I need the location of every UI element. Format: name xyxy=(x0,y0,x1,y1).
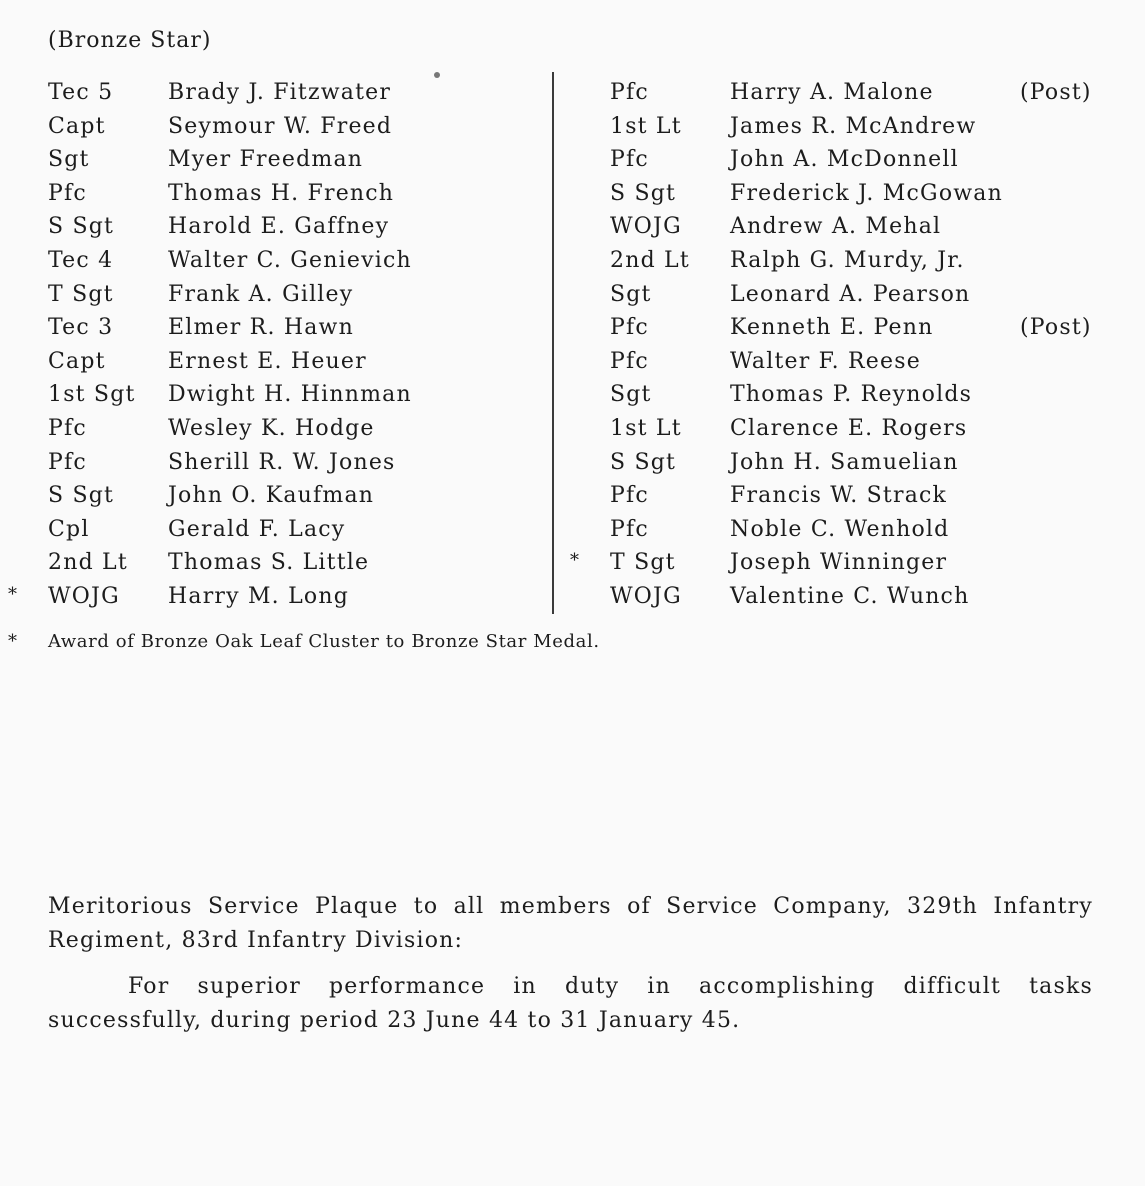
footnote xyxy=(8,631,600,652)
rank-label: Pfc xyxy=(610,516,649,542)
recipient-name: James R. McAndrew xyxy=(730,113,977,139)
recipient-name: Frederick J. McGowan xyxy=(730,180,1003,206)
recipient-name: Joseph Winninger xyxy=(730,550,948,576)
recipient-name: Walter F. Reese xyxy=(730,348,921,374)
recipient-name: Ralph G. Murdy, Jr. xyxy=(730,247,965,273)
rank-label: S Sgt xyxy=(610,180,677,206)
recipient-name: Valentine C. Wunch xyxy=(730,583,970,609)
recipient-name: Harold E. Gaffney xyxy=(168,214,390,240)
roster-entry xyxy=(48,181,548,215)
footnote-text: Award of Bronze Oak Leaf Cluster to Bronze Star Medal. xyxy=(48,631,600,652)
roster-entry xyxy=(610,483,1110,517)
roster-entry xyxy=(48,114,548,148)
rank-label: Sgt xyxy=(610,281,652,307)
roster-entry xyxy=(48,147,548,181)
rank-label: Pfc xyxy=(48,449,87,475)
rank-label: Pfc xyxy=(610,147,649,173)
posthumous-note: (Post) xyxy=(1020,80,1092,105)
recipient-name: Harry A. Malone xyxy=(730,80,934,105)
roster-entry xyxy=(48,550,548,584)
rank-label: S Sgt xyxy=(48,483,115,509)
recipient-name: Thomas S. Little xyxy=(168,550,370,576)
roster-entry xyxy=(570,550,1110,584)
recipient-name: Andrew A. Mehal xyxy=(730,214,942,240)
rank-label: Pfc xyxy=(610,483,649,509)
recipient-name: Wesley K. Hodge xyxy=(168,415,375,441)
roster-entry xyxy=(610,80,1110,114)
roster-entry xyxy=(610,248,1110,282)
rank-label: S Sgt xyxy=(610,449,677,475)
roster-entry xyxy=(610,382,1110,416)
plaque-citation: For superior performance in duty in accomplishing difficult tasks successfully, during period 23 June 44 to 31 January 45. xyxy=(48,974,1093,1033)
roster-entry xyxy=(48,450,548,484)
recipient-name: Ernest E. Heuer xyxy=(168,348,367,374)
rank-label: Pfc xyxy=(610,348,649,374)
rank-label: Cpl xyxy=(48,516,90,542)
roster-entry xyxy=(8,583,548,618)
rank-label: 2nd Lt xyxy=(610,247,690,273)
roster-entry xyxy=(610,416,1110,450)
roster-entry xyxy=(48,517,548,551)
roster-entry xyxy=(610,214,1110,248)
recipient-name: John O. Kaufman xyxy=(168,483,375,509)
recipient-name: Dwight H. Hinnman xyxy=(168,382,412,408)
roster-entry xyxy=(48,349,548,383)
recipient-name: Gerald F. Lacy xyxy=(168,516,346,542)
footnote-marker: * xyxy=(8,631,18,652)
recipient-name: Noble C. Wenhold xyxy=(730,516,950,542)
roster-entry xyxy=(610,181,1110,215)
rank-label: Sgt xyxy=(610,382,652,408)
rank-label: 2nd Lt xyxy=(48,550,128,576)
cluster-marker: * xyxy=(570,550,581,572)
rank-label: Pfc xyxy=(48,180,87,206)
roster-entry xyxy=(610,114,1110,148)
rank-label: Pfc xyxy=(610,315,649,341)
rank-label: Capt xyxy=(48,113,106,139)
roster-entry xyxy=(48,214,548,248)
cluster-marker: * xyxy=(8,583,19,605)
roster-entry xyxy=(610,315,1110,349)
recipient-name: Francis W. Strack xyxy=(730,483,948,509)
rank-label: S Sgt xyxy=(48,214,115,240)
rank-label: 1st Sgt xyxy=(48,382,136,408)
recipient-name: Harry M. Long xyxy=(168,583,349,609)
roster-left-column xyxy=(8,80,548,618)
rank-label: WOJG xyxy=(610,214,682,240)
recipient-name: Thomas P. Reynolds xyxy=(730,382,973,408)
recipient-name: Brady J. Fitzwater xyxy=(168,80,392,105)
roster-entry xyxy=(48,416,548,450)
rank-label: WOJG xyxy=(610,583,682,609)
roster-entry xyxy=(48,483,548,517)
rank-label: Pfc xyxy=(610,80,649,105)
recipient-name: Kenneth E. Penn xyxy=(730,315,934,341)
roster-entry xyxy=(48,315,548,349)
recipient-name: John H. Samuelian xyxy=(730,449,959,475)
rank-label: Capt xyxy=(48,348,106,374)
roster-entry xyxy=(610,517,1110,551)
plaque-citation-block xyxy=(48,890,1093,1038)
roster-entry xyxy=(48,80,548,114)
rank-label: Tec 4 xyxy=(48,247,114,273)
recipient-name: Clarence E. Rogers xyxy=(730,415,968,441)
recipient-name: Myer Freedman xyxy=(168,147,364,173)
rank-label: Pfc xyxy=(48,415,87,441)
section-heading: (Bronze Star) xyxy=(48,28,212,53)
recipient-name: Thomas H. French xyxy=(168,180,395,206)
recipient-name: Frank A. Gilley xyxy=(168,281,354,307)
rank-label: T Sgt xyxy=(610,550,676,576)
rank-label: Sgt xyxy=(48,147,90,173)
roster-entry xyxy=(48,382,548,416)
recipient-name: Leonard A. Pearson xyxy=(730,281,971,307)
roster-entry xyxy=(610,584,1110,618)
rank-label: WOJG xyxy=(48,583,120,609)
roster-entry xyxy=(48,248,548,282)
award-roster xyxy=(0,80,1145,620)
roster-entry xyxy=(610,147,1110,181)
roster-entry xyxy=(610,450,1110,484)
roster-right-column xyxy=(570,80,1110,618)
recipient-name: John A. McDonnell xyxy=(730,147,959,173)
recipient-name: Walter C. Genievich xyxy=(168,247,412,273)
posthumous-note: (Post) xyxy=(1020,315,1092,341)
recipient-name: Seymour W. Freed xyxy=(168,113,393,139)
rank-label: Tec 3 xyxy=(48,315,114,341)
recipient-name: Sherill R. W. Jones xyxy=(168,449,396,475)
rank-label: 1st Lt xyxy=(610,415,682,441)
roster-entry xyxy=(610,349,1110,383)
rank-label: T Sgt xyxy=(48,281,114,307)
recipient-name: Elmer R. Hawn xyxy=(168,315,354,341)
rank-label: Tec 5 xyxy=(48,80,114,105)
roster-entry xyxy=(610,282,1110,316)
rank-label: 1st Lt xyxy=(610,113,682,139)
roster-entry xyxy=(48,282,548,316)
ink-speck xyxy=(434,72,440,78)
plaque-intro: Meritorious Service Plaque to all members of Service Company, 329th Infantry Regiment, 83rd Infantry Division: xyxy=(48,894,1093,953)
